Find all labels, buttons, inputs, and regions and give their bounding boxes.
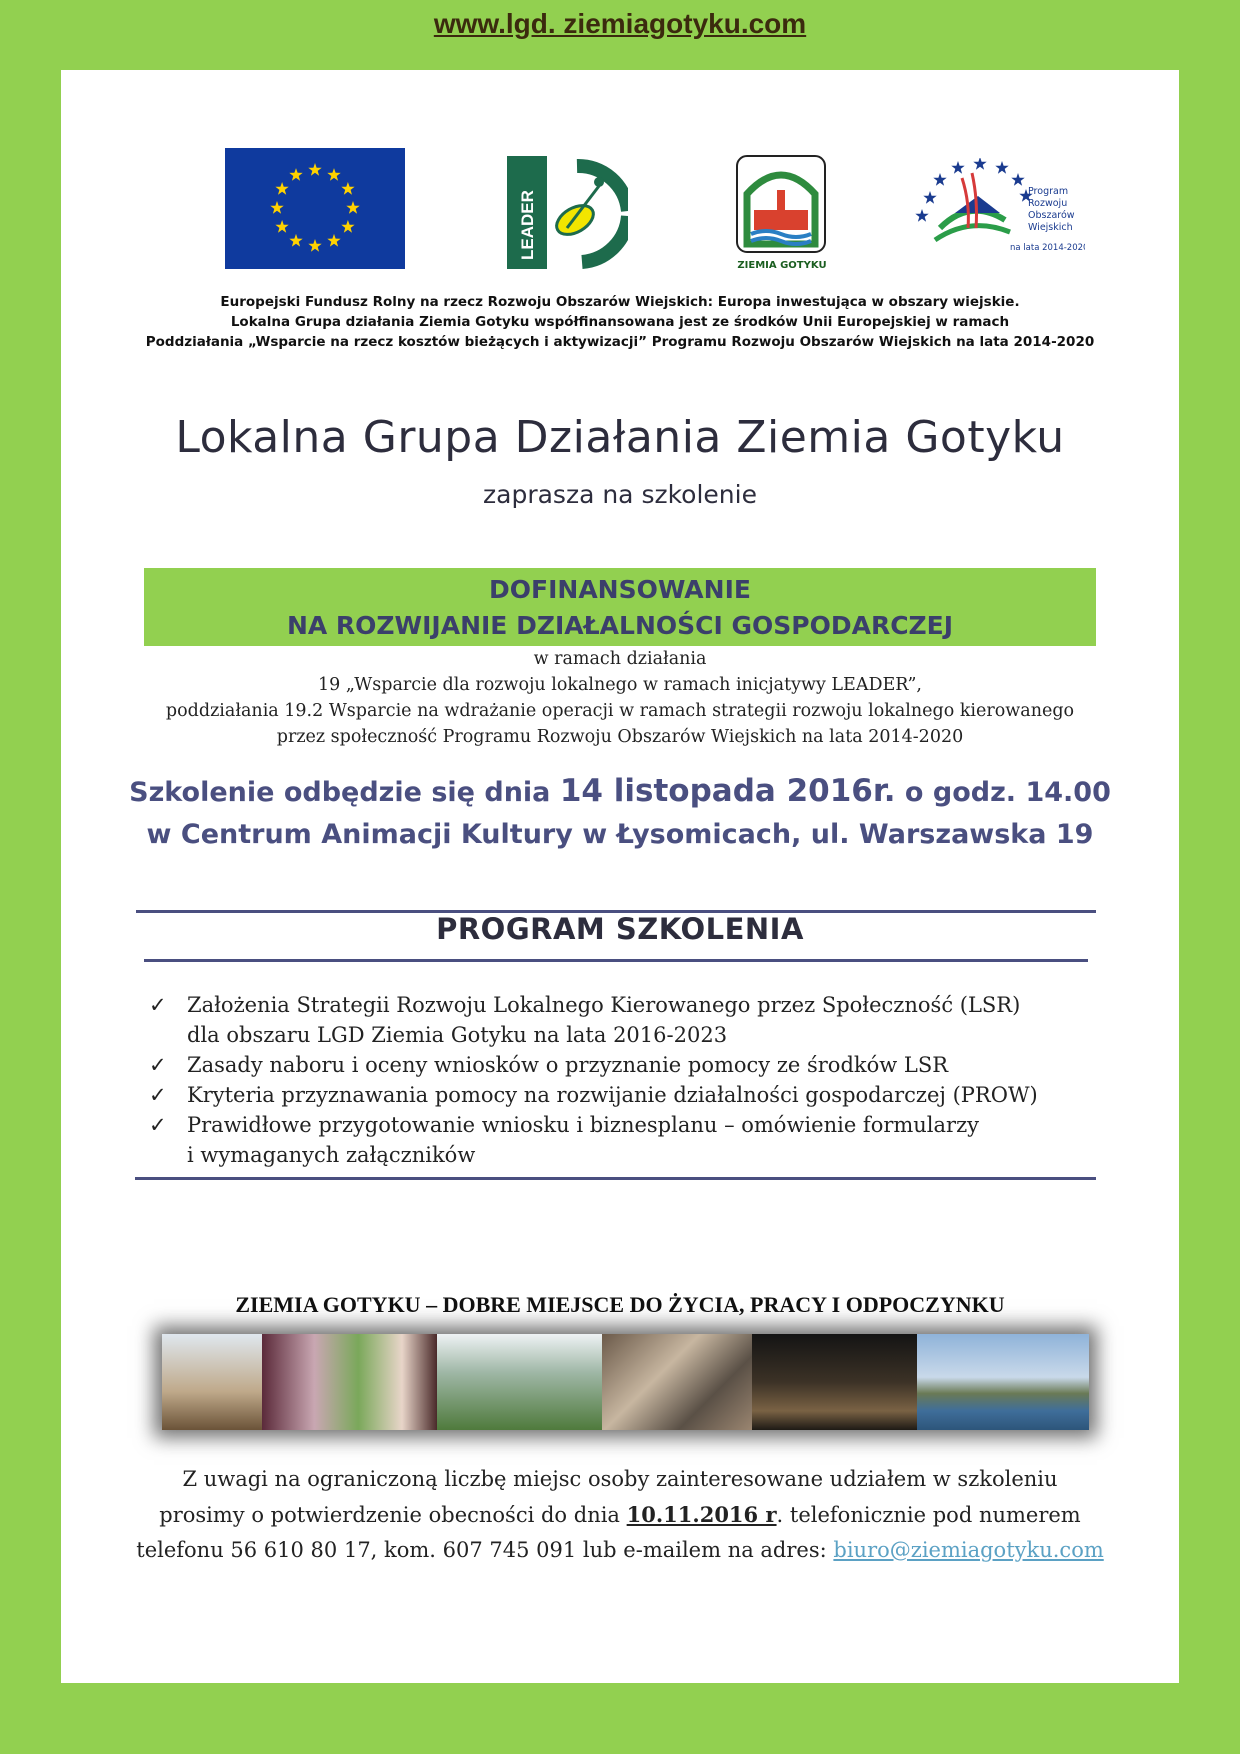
program-list [149,990,1089,1170]
prow-line-3: Obszarów [1028,210,1075,221]
eu-flag-icon [225,148,405,269]
list-item-text: dla obszaru LGD Ziemia Gotyku na lata 2016-2023 [187,1023,728,1047]
list-item-text: Kryteria przyznawania pomocy na rozwijanie działalności gospodarczej (PROW) [187,1083,1038,1107]
eu-star-icon [346,201,359,214]
eu-star-icon [289,168,302,181]
town-lake-photo-icon [917,1334,1089,1430]
window-photo-icon [262,1334,437,1430]
slogan: ZIEMIA GOTYKU – DOBRE MIEJSCE DO ŻYCIA, PRACY I ODPOCZYNKU [235,1292,1005,1317]
contact-line: Z uwagi na ograniczoną liczbę miejsc osoby zainteresowane udziałem w szkoleniu [182,1467,1058,1491]
eu-star-icon [341,182,354,195]
ziemia-gotyku-logo-text: ZIEMIA GOTYKU [737,260,827,271]
funding-line: Lokalna Grupa działania Ziemia Gotyku współfinansowana jest ze środków Unii Europejskiej w ramach [230,314,1010,330]
prow-logo-icon [910,158,1085,262]
divider [135,1177,1096,1180]
eu-star-icon [289,234,302,247]
list-item-text: Prawidłowe przygotowanie wniosku i biznesplanu – omówienie formularzy [187,1113,980,1137]
windmill-photo-icon [162,1334,262,1430]
prow-line-2: Rozwoju [1028,198,1068,209]
action-line: przez społeczność Programu Rozwoju Obszarów Wiejskich na lata 2014-2020 [276,727,964,747]
date-prefix: Szkolenie odbędzie się dnia [129,777,551,808]
invite-subtitle: zaprasza na szkolenie [483,480,757,509]
check-icon: ✓ [149,1083,167,1107]
eu-star-icon [308,239,321,252]
contact-text: . telefonicznie pod numerem [776,1503,1081,1527]
confirmation-deadline: 10.11.2016 r [626,1502,777,1527]
training-time: 14.00 [1025,777,1111,808]
check-icon: ✓ [149,1053,167,1077]
list-item [149,990,1089,1050]
prow-star-icon [973,158,986,170]
divider [144,959,1088,962]
banner-line: DOFINANSOWANIE [489,575,751,604]
sponsor-logos [61,148,1179,288]
program-title: PROGRAM SZKOLENIA [436,912,804,946]
leader-logo-text: LEADER [518,190,537,260]
prow-star-icon [1011,173,1024,186]
contact-text: prosimy o potwierdzenie obecności do dnia [159,1503,620,1527]
eu-star-icon [341,220,354,233]
prow-star-icon [923,191,936,204]
eu-star-icon [327,168,340,181]
action-line: poddziałania 19.2 Wsparcie na wdrażanie operacji w ramach strategii rozwoju lokalnego kierowanego [165,701,1075,721]
training-place: w Centrum Animacji Kultury w Łysomicach, ul. Warszawska 19 [146,819,1094,850]
action-line: w ramach działania [533,649,707,669]
contact-text: telefonu 56 610 80 17, kom. 607 745 091 lub e-mailem na adres: [136,1538,827,1562]
training-date: 14 listopada 2016r. [559,773,896,809]
funding-line: Poddziałania „Wsparcie na rzecz kosztów bieżących i aktywizacji” Programu Rozwoju Obszarów Wiejskich na lata 2014-2020 [145,334,1095,350]
website-link[interactable]: www.lgd. ziemiagotyku.com [433,8,807,39]
audience-photo-icon [602,1334,752,1430]
website-header [0,8,1240,40]
list-item [149,1110,1089,1170]
eu-star-icon [270,201,283,214]
flyer-page [61,70,1179,1683]
banner-line: NA ROZWIJANIE DZIAŁALNOŚCI GOSPODARCZEJ [286,611,954,640]
list-item [149,1080,1089,1110]
list-item-text: Zasady naboru i oceny wniosków o przyznanie pomocy ze środków LSR [187,1053,949,1077]
prow-years: na lata 2014-2020 [1010,243,1085,253]
list-item-text: Założenia Strategii Rozwoju Lokalnego Kierowanego przez Społeczność (LSR) [187,993,1021,1017]
action-line: 19 „Wsparcie dla rozwoju lokalnego w ramach inicjatywy LEADER”, [318,675,922,695]
eu-star-icon [308,163,321,176]
funding-statement [61,292,1179,352]
time-prefix: o godz. [904,777,1017,808]
training-date-place [61,770,1179,856]
funding-line: Europejski Fundusz Rolny na rzecz Rozwoju Obszarów Wiejskich: Europa inwestująca w obszary wiejskie. [220,294,1020,310]
prow-star-icon [915,209,928,222]
church-night-photo-icon [752,1334,917,1430]
prow-star-icon [933,173,946,186]
list-item [149,1050,1089,1080]
photo-strip [162,1334,1089,1430]
list-item-text: i wymaganych załączników [187,1143,476,1167]
eu-star-icon [275,182,288,195]
shelter-photo-icon [437,1334,602,1430]
email-link[interactable]: biuro@ziemiagotyku.com [833,1538,1104,1562]
topic-banner [144,568,1096,646]
check-icon: ✓ [149,993,167,1017]
prow-line-1: Program [1028,186,1069,197]
leader-logo-icon [507,156,628,269]
contact-info [61,1462,1179,1568]
page-title: Lokalna Grupa Działania Ziemia Gotyku [175,412,1065,463]
action-description [61,646,1179,750]
prow-star-icon [995,161,1008,174]
svg-text:Program Rozwoju [1028,186,1078,233]
check-icon: ✓ [149,1113,167,1137]
eu-star-icon [327,234,340,247]
prow-star-icon [951,161,964,174]
ziemia-gotyku-logo-icon [729,154,835,272]
eu-star-icon [275,220,288,233]
prow-line-4: Wiejskich [1028,222,1073,233]
